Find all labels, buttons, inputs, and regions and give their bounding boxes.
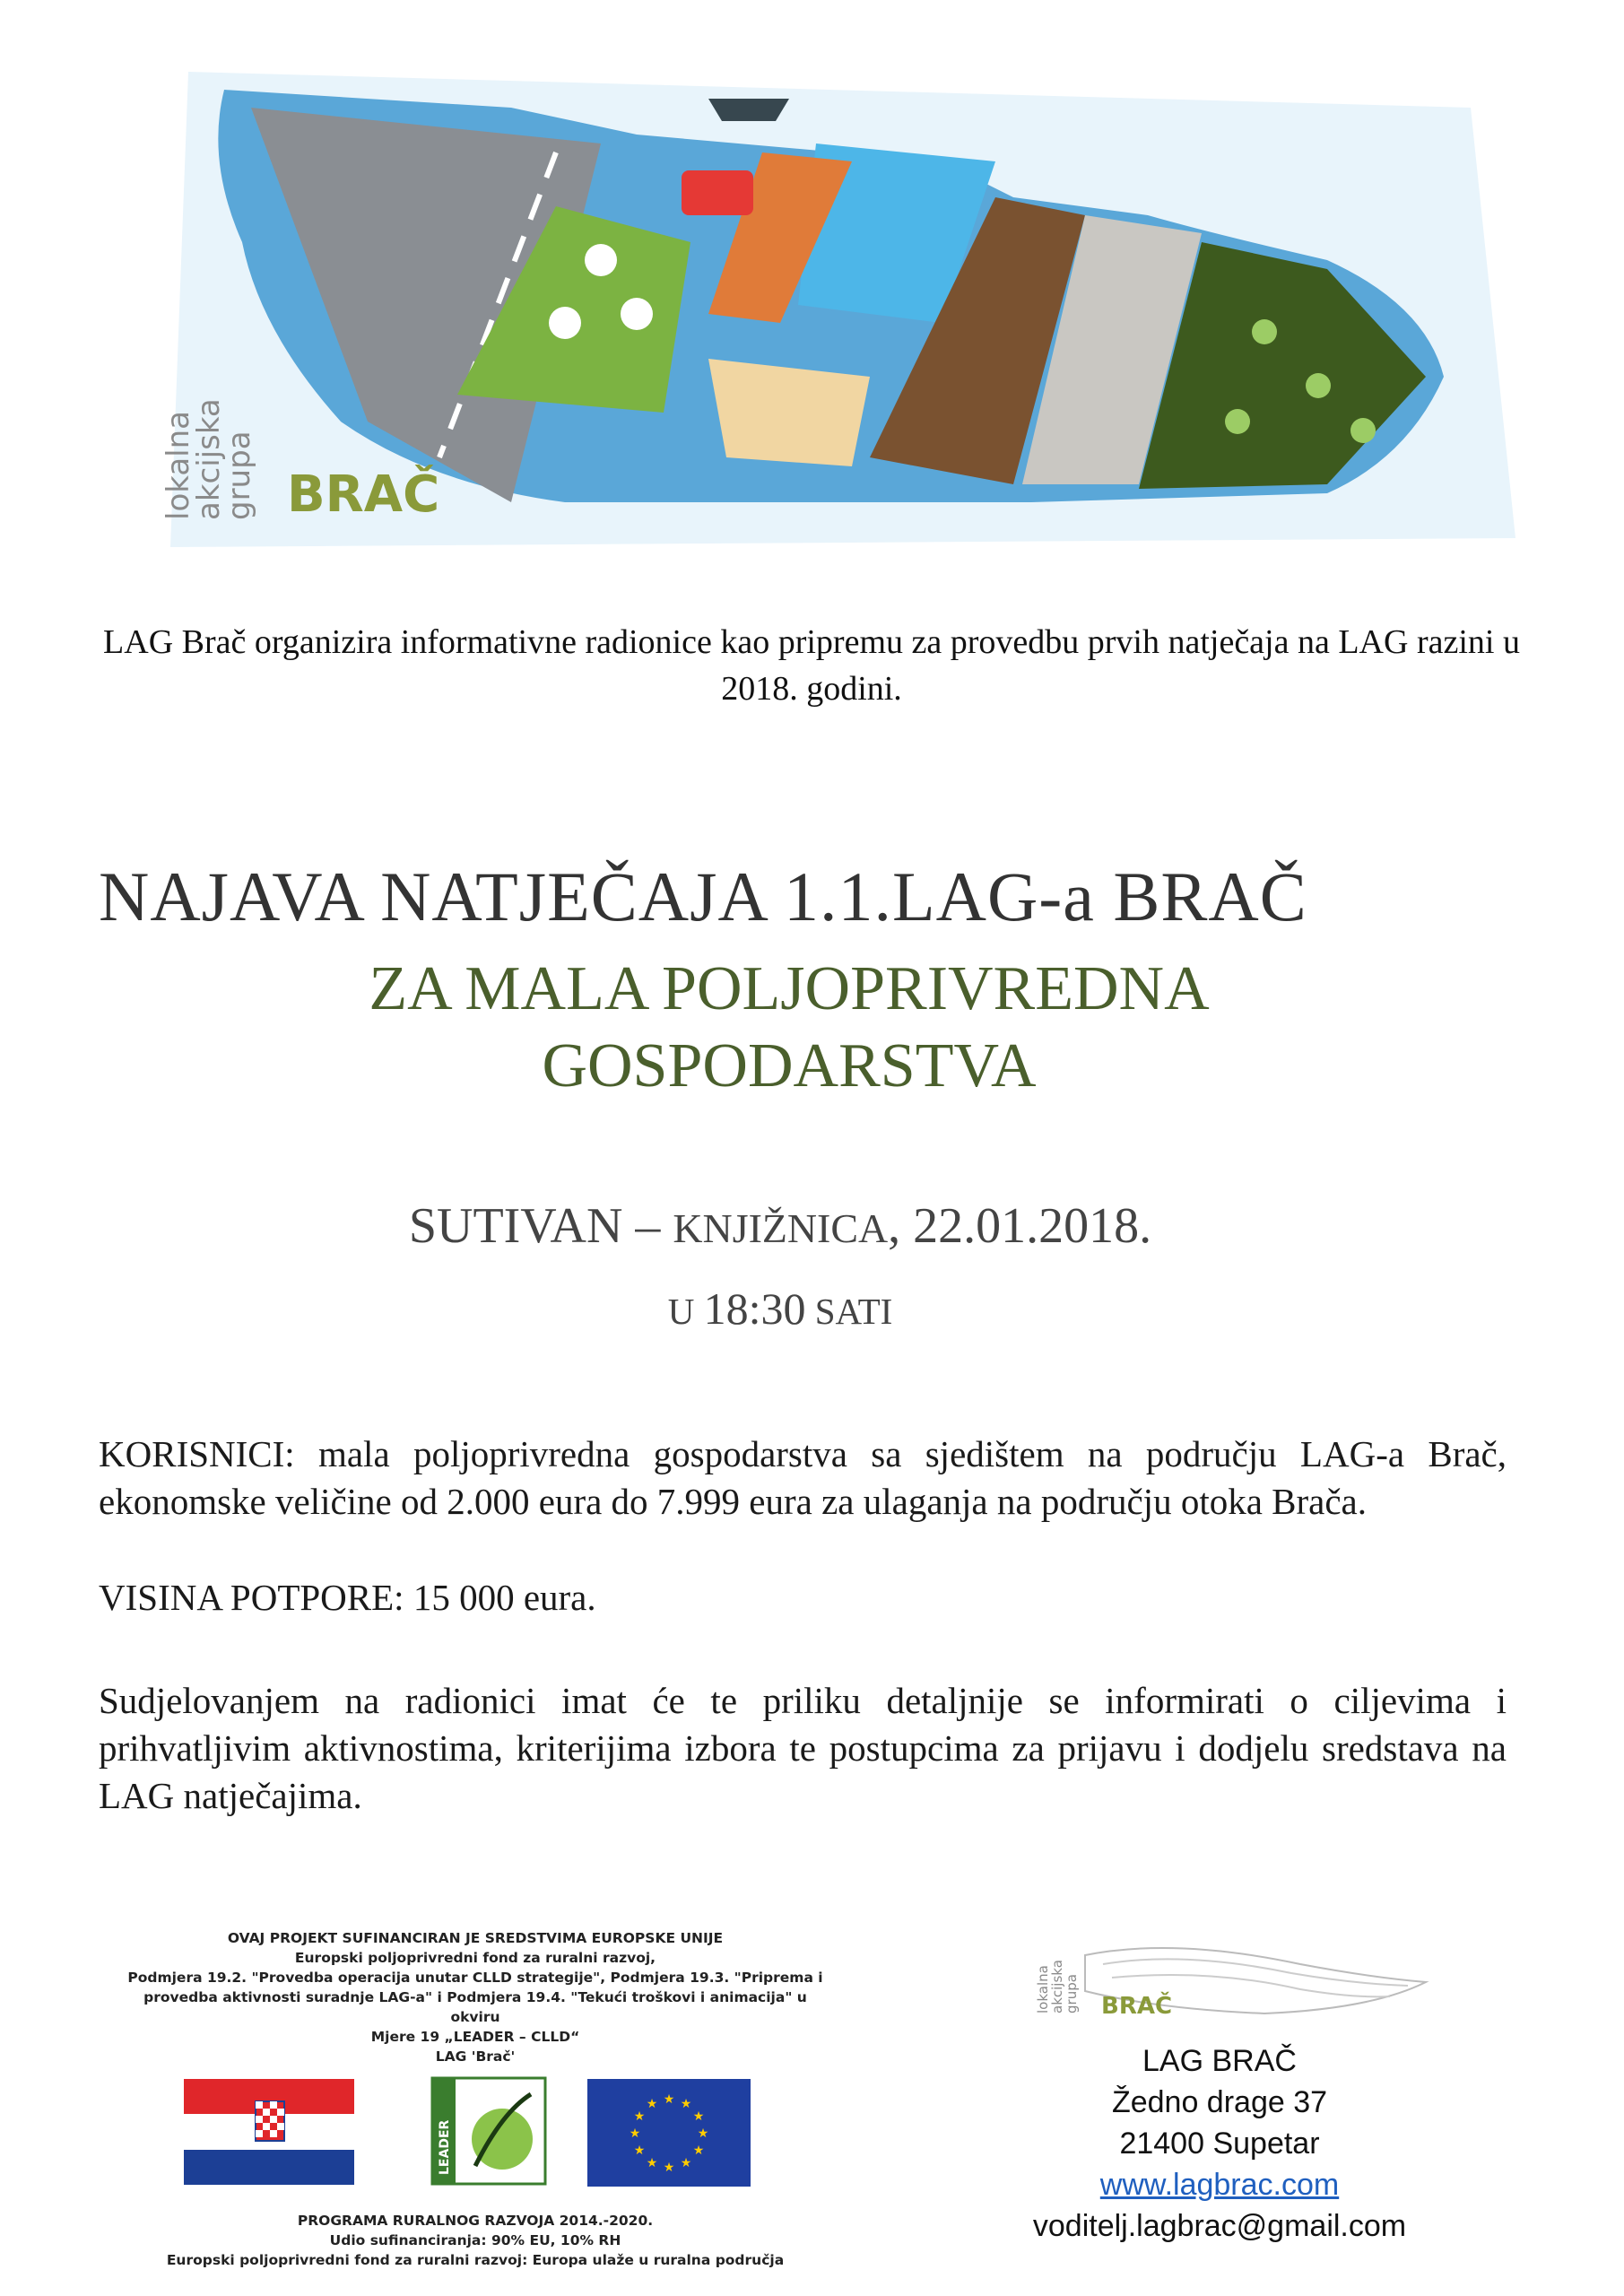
small-logo-line-3: grupa [1064, 1974, 1080, 2013]
contact-email: voditelj.lagbrac@gmail.com [1032, 2209, 1407, 2243]
funding-line-5: Mjere 19 „LEADER – CLLD“ [370, 2029, 580, 2045]
sudjelovanje-paragraph: Sudjelovanjem na radionici imat će te priliku detaljnije se informirati o ciljevima i prihvatljivim aktivnostima, kriterijima izbora te postupcima za prijavu i dodjelu sredstava na LAG natječajima. [99, 1680, 1507, 1816]
sheep-icon [585, 244, 617, 276]
sheep-icon [549, 307, 581, 339]
funding-line-6: LAG 'Brač' [435, 2048, 516, 2065]
event-time-suffix: SATI [805, 1291, 893, 1332]
sub-heading-line-2: GOSPODARSTVA [542, 1031, 1037, 1100]
small-logo-line-2: akcijska [1049, 1960, 1065, 2013]
car-icon [682, 170, 753, 215]
sheep-icon [621, 298, 653, 330]
svg-text:★: ★ [697, 2126, 709, 2141]
funding-line-4: provedba aktivnosti suradnje LAG-a" i Podmjera 19.4. "Tekući troškovi i animacija" u okviru [143, 1989, 807, 2025]
event-date: , 22.01.2018. [888, 1198, 1152, 1254]
funding-notice [117, 1928, 834, 2066]
event-time-prefix: U [667, 1291, 704, 1332]
svg-text:★: ★ [646, 2156, 658, 2170]
leader-logo-icon [430, 2076, 547, 2186]
beach-section [708, 359, 870, 466]
logo-line-1: lokalna [161, 410, 196, 520]
eu-flag-icon [587, 2079, 751, 2187]
svg-text:★: ★ [633, 2144, 646, 2158]
logo-line-3: grupa [221, 430, 257, 520]
event-time [0, 1283, 1560, 1335]
svg-text:★: ★ [646, 2097, 658, 2111]
programme-notice [117, 2211, 834, 2270]
sub-heading-line-1: ZA MALA POLJOPRIVREDNA [369, 954, 1210, 1023]
contact-street: Žedno drage 37 [1111, 2085, 1328, 2119]
programme-line-1: PROGRAMA RURALNOG RAZVOJA 2014.-2020. [297, 2213, 654, 2229]
contact-name: LAG BRAČ [1142, 2044, 1297, 2078]
programme-line-3: Europski poljoprivredni fond za ruralni razvoj: Europa ulaže u ruralna područja [166, 2252, 785, 2268]
funding-line-1: OVAJ PROJEKT SUFINANCIRAN JE SREDSTVIMA EUROPSKE UNIJE [227, 1930, 724, 1946]
intro-text: LAG Brač organizira informativne radionice kao pripremu za provedbu prvih natječaja na LAG razini u 2018. godini. [103, 623, 1520, 708]
svg-text:★: ★ [692, 2109, 705, 2124]
event-location-date [0, 1197, 1560, 1255]
event-time-value: 18:30 [703, 1283, 806, 1334]
visina-potpore: VISINA POTPORE: 15 000 eura. [99, 1577, 596, 1618]
svg-text:★: ★ [680, 2156, 692, 2170]
brac-island-illustration [135, 36, 1515, 556]
funding-line-2: Europski poljoprivredni fond za ruralni razvoj, [294, 1950, 656, 1966]
main-heading: NAJAVA NATJEČAJA 1.1.LAG-a BRAČ [99, 857, 1307, 935]
svg-text:★: ★ [692, 2144, 705, 2158]
logo-line-2: akcijska [191, 398, 227, 520]
event-place-small: KNJIŽNICA [673, 1205, 889, 1251]
svg-text:★: ★ [633, 2109, 646, 2124]
lag-brac-small-logo [1031, 1928, 1435, 2027]
event-dash: – [622, 1198, 673, 1254]
programme-line-2: Udio sufinanciranja: 90% EU, 10% RH [329, 2232, 621, 2248]
small-logo-brand: BRAČ [1101, 1993, 1173, 2020]
korisnici-paragraph: KORISNICI: mala poljoprivredna gospodarstva sa sjedištem na području LAG-a Brač, ekonomske veličine od 2.000 eura do 7.999 eura za ulaganja na području otoka Brača. [99, 1433, 1507, 1522]
logo-brand: BRAČ [287, 465, 440, 524]
svg-text:★: ★ [629, 2126, 641, 2141]
leader-label: LEADER [438, 2119, 452, 2175]
event-place-big: SUTIVAN [408, 1198, 623, 1254]
croatia-flag-icon [184, 2079, 354, 2185]
website-link[interactable]: www.lagbrac.com [1099, 2168, 1340, 2202]
svg-text:★: ★ [680, 2097, 692, 2111]
sub-heading [0, 951, 1578, 1105]
ship-icon [708, 99, 789, 121]
contact-block [1004, 2040, 1435, 2247]
funding-line-3: Podmjera 19.2. "Provedba operacija unutar CLLD strategije", Podmjera 19.3. "Priprema i [127, 1970, 823, 1986]
svg-text:★: ★ [663, 2161, 675, 2175]
contact-city: 21400 Supetar [1119, 2126, 1320, 2161]
small-logo-line-1: lokalna [1035, 1965, 1051, 2013]
svg-text:★: ★ [663, 2092, 675, 2107]
